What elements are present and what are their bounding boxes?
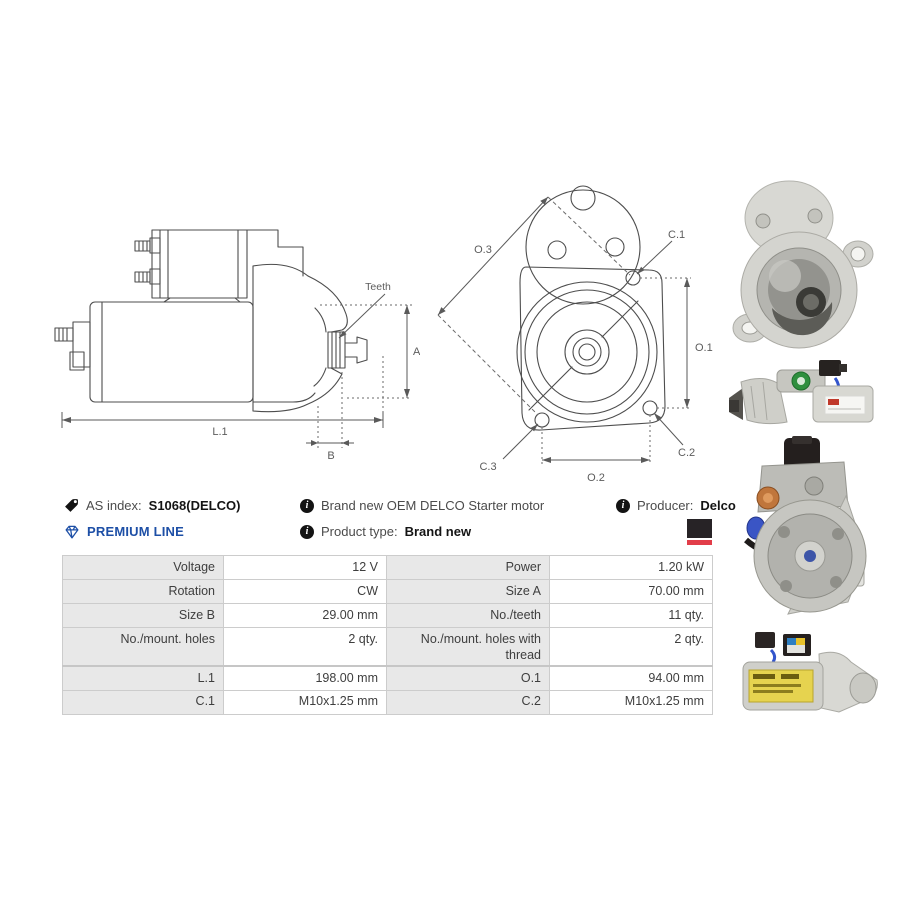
teeth-callout xyxy=(339,281,391,338)
spec-label: Voltage xyxy=(63,556,224,580)
dimension-o1 xyxy=(640,278,713,408)
spec-value: CW xyxy=(224,580,387,604)
product-type-row xyxy=(300,524,471,539)
spec-label: L.1 xyxy=(63,666,224,690)
table-row xyxy=(63,666,713,690)
photo-starter-rear xyxy=(728,436,878,626)
photo-bell-housing xyxy=(727,180,877,358)
specification-table xyxy=(62,555,713,715)
table-row xyxy=(63,556,713,580)
as-index-row xyxy=(64,498,240,513)
info-icon: i xyxy=(616,499,630,513)
table-row xyxy=(63,690,713,714)
callout-c3 xyxy=(479,424,538,473)
dimension-o3-label: O.3 xyxy=(474,244,492,256)
table-row xyxy=(63,580,713,604)
description-row xyxy=(300,498,544,513)
spec-label: No./mount. holes with thread xyxy=(387,628,550,667)
producer-label: Producer: xyxy=(637,498,694,513)
starter-angled-illustration xyxy=(743,632,877,712)
spec-label: Size A xyxy=(387,580,550,604)
info-icon: i xyxy=(300,525,314,539)
spec-value: 2 qty. xyxy=(550,628,713,667)
table-row xyxy=(63,604,713,628)
spec-value: 2 qty. xyxy=(224,628,387,667)
producer-row xyxy=(616,498,736,513)
mount-hole-c2 xyxy=(643,401,657,415)
callout-c2 xyxy=(654,413,695,459)
brand-flag-black xyxy=(687,519,712,538)
dimension-o1-label: O.1 xyxy=(695,342,713,354)
front-view-technical-diagram xyxy=(425,168,720,493)
spec-value: 198.00 mm xyxy=(224,666,387,690)
diamond-icon xyxy=(64,525,80,539)
spec-label: No./mount. holes xyxy=(63,628,224,667)
spec-label: C.1 xyxy=(63,690,224,714)
premium-line-label: PREMIUM LINE xyxy=(87,524,185,539)
spec-value: 29.00 mm xyxy=(224,604,387,628)
dimension-o2-label: O.2 xyxy=(587,472,605,484)
spec-value: 11 qty. xyxy=(550,604,713,628)
photo-starter-side xyxy=(727,358,877,430)
starter-front-outline xyxy=(517,186,665,430)
product-type-value: Brand new xyxy=(404,524,472,539)
dimension-b-label: B xyxy=(327,450,335,462)
as-index-value: S1068(DELCO) xyxy=(148,498,241,513)
spec-value: 1.20 kW xyxy=(550,556,713,580)
brand-flag xyxy=(687,519,712,546)
spec-label: Size B xyxy=(63,604,224,628)
spec-label: Rotation xyxy=(63,580,224,604)
dimension-b xyxy=(306,372,354,462)
spec-value: 70.00 mm xyxy=(550,580,713,604)
spec-label: C.2 xyxy=(387,690,550,714)
brand-flag-red xyxy=(687,540,712,545)
dimension-l1-label: L.1 xyxy=(212,426,228,438)
side-view-technical-diagram xyxy=(50,216,420,466)
dimension-o2 xyxy=(542,415,650,484)
starter-side-outline xyxy=(55,230,367,412)
as-index-label: AS index: xyxy=(86,498,142,513)
spec-value: 12 V xyxy=(224,556,387,580)
premium-line-row xyxy=(64,524,184,539)
photo-starter-angled xyxy=(727,628,879,720)
starter-rear-illustration xyxy=(746,436,866,614)
product-type-label: Product type: xyxy=(321,524,398,539)
dimension-a-label: A xyxy=(413,346,420,358)
callout-c3-label: C.3 xyxy=(479,461,497,473)
teeth-label: Teeth xyxy=(365,281,391,293)
bell-housing-illustration xyxy=(733,181,873,348)
callout-c2-label: C.2 xyxy=(678,447,696,459)
spec-label: O.1 xyxy=(387,666,550,690)
spec-label: Power xyxy=(387,556,550,580)
producer-value: Delco xyxy=(700,498,736,513)
starter-side-illustration xyxy=(729,360,873,424)
info-icon: i xyxy=(300,499,314,513)
spec-value: M10x1.25 mm xyxy=(224,690,387,714)
spec-label: No./teeth xyxy=(387,604,550,628)
callout-c1-label: C.1 xyxy=(668,229,686,241)
tag-icon xyxy=(64,498,79,513)
spec-value: 94.00 mm xyxy=(550,666,713,690)
product-description: Brand new OEM DELCO Starter motor xyxy=(321,498,545,513)
callout-c1 xyxy=(637,229,685,274)
spec-value: M10x1.25 mm xyxy=(550,690,713,714)
table-row xyxy=(63,628,713,667)
